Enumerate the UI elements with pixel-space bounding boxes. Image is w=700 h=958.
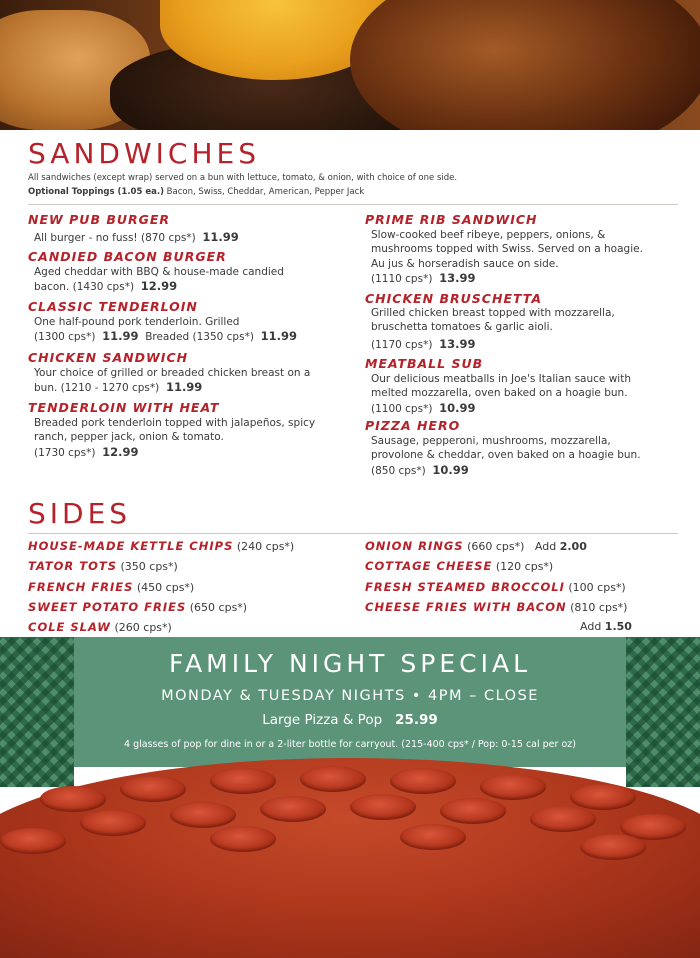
pizza-photo	[0, 758, 700, 958]
burger-photo	[0, 0, 700, 130]
sides-heading: SIDES	[28, 497, 132, 530]
price: 12.99	[140, 279, 178, 294]
side-item: HOUSE-MADE KETTLE CHIPS (240 cps*)	[28, 539, 295, 553]
menu-item-desc: All burger - no fuss! (870 cps*) 11.99	[34, 230, 239, 244]
menu-item-title: CANDIED BACON BURGER	[28, 249, 227, 264]
side-item: FRESH STEAMED BROCCOLI (100 cps*)	[365, 580, 626, 594]
menu-item-desc: Sausage, pepperoni, mushrooms, mozzarella, provolone & cheddar, oven baked on a hoagie bun. (850 cps*) 10.99	[371, 435, 641, 477]
menu-item-desc: Our delicious meatballs in Joe's Italian sauce with melted mozzarella, oven baked on a hoagie bun. (1100 cps*) 10.99	[371, 373, 631, 415]
price: 10.99	[439, 400, 476, 415]
menu-item-title: PIZZA HERO	[365, 418, 461, 433]
price: 13.99	[439, 270, 476, 285]
family-subtitle: MONDAY & TUESDAY NIGHTS • 4PM – CLOSE	[161, 688, 539, 704]
price: 12.99	[102, 444, 139, 459]
price: 10.99	[432, 462, 469, 477]
price: 11.99	[202, 230, 239, 244]
family-offer: Large Pizza & Pop 25.99	[262, 712, 438, 728]
menu-item-title: PRIME RIB SANDWICH	[365, 212, 538, 227]
toppings-label: Optional Toppings (1.05 ea.)	[28, 187, 164, 197]
bun-image	[350, 0, 700, 130]
menu-item-desc: Grilled chicken breast topped with mozzarella, bruschetta tomatoes & garlic aioli. (1170 cps*) 13.99	[371, 307, 615, 351]
menu-item-desc: Breaded pork tenderloin topped with jalapeños, spicy ranch, pepper jack, onion & tomato. (1730 cps*) 12.99	[34, 417, 316, 459]
sandwiches-intro: All sandwiches (except wrap) served on a bun with lettuce, tomato, & onion, with choice of one side.	[28, 173, 458, 183]
menu-item-title: CLASSIC TENDERLOIN	[28, 299, 198, 314]
family-note: 4 glasses of pop for dine in or a 2-liter bottle for carryout. (215-400 cps* / Pop: 0-15 cal per oz)	[124, 739, 576, 750]
add-price: Add 1.50	[580, 620, 632, 633]
menu-item-title: MEATBALL SUB	[365, 356, 484, 371]
menu-item-title: NEW PUB BURGER	[28, 212, 171, 227]
sandwiches-heading: SANDWICHES	[28, 137, 260, 170]
menu-item-desc: One half-pound pork tenderloin. Grilled (1300 cps*) 11.99 Breaded (1350 cps*) 11.99	[34, 316, 297, 344]
price: 1.50	[604, 620, 632, 633]
price: 25.99	[395, 712, 438, 728]
side-item: TATOR TOTS (350 cps*)	[28, 559, 178, 573]
price: 11.99	[165, 380, 203, 395]
menu-item-desc: Aged cheddar with BBQ & house-made candied bacon. (1430 cps*) 12.99	[34, 266, 284, 294]
menu-item-title: CHICKEN BRUSCHETTA	[365, 291, 543, 306]
side-item: FRENCH FRIES (450 cps*)	[28, 580, 195, 594]
side-item: CHEESE FRIES WITH BACON (810 cps*)	[365, 600, 628, 614]
price: 13.99	[439, 336, 476, 351]
toppings-line	[28, 187, 364, 197]
side-item: COLE SLAW (260 cps*)	[28, 620, 172, 634]
side-item: COTTAGE CHEESE (120 cps*)	[365, 559, 554, 573]
family-title: FAMILY NIGHT SPECIAL	[168, 649, 532, 678]
side-item: SWEET POTATO FRIES (650 cps*)	[28, 600, 248, 614]
divider	[28, 204, 678, 205]
toppings-list: Bacon, Swiss, Cheddar, American, Pepper Jack	[166, 187, 365, 197]
menu-item-title: TENDERLOIN WITH HEAT	[28, 400, 220, 415]
price: 11.99	[102, 329, 139, 344]
divider	[28, 533, 678, 534]
family-night-banner	[0, 637, 700, 767]
side-item: ONION RINGS (660 cps*) Add 2.00	[365, 539, 587, 553]
menu-item-title: CHICKEN SANDWICH	[28, 350, 189, 365]
menu-item-desc: Your choice of grilled or breaded chicken breast on a bun. (1210 - 1270 cps*) 11.99	[34, 367, 311, 395]
price: 2.00	[559, 540, 587, 553]
menu-item-desc: Slow-cooked beef ribeye, peppers, onions, & mushrooms topped with Swiss. Served on a hoagie. Au jus & horseradish sauce on side. (1110 cps*) 13.99	[371, 229, 643, 285]
price: 11.99	[260, 329, 297, 344]
